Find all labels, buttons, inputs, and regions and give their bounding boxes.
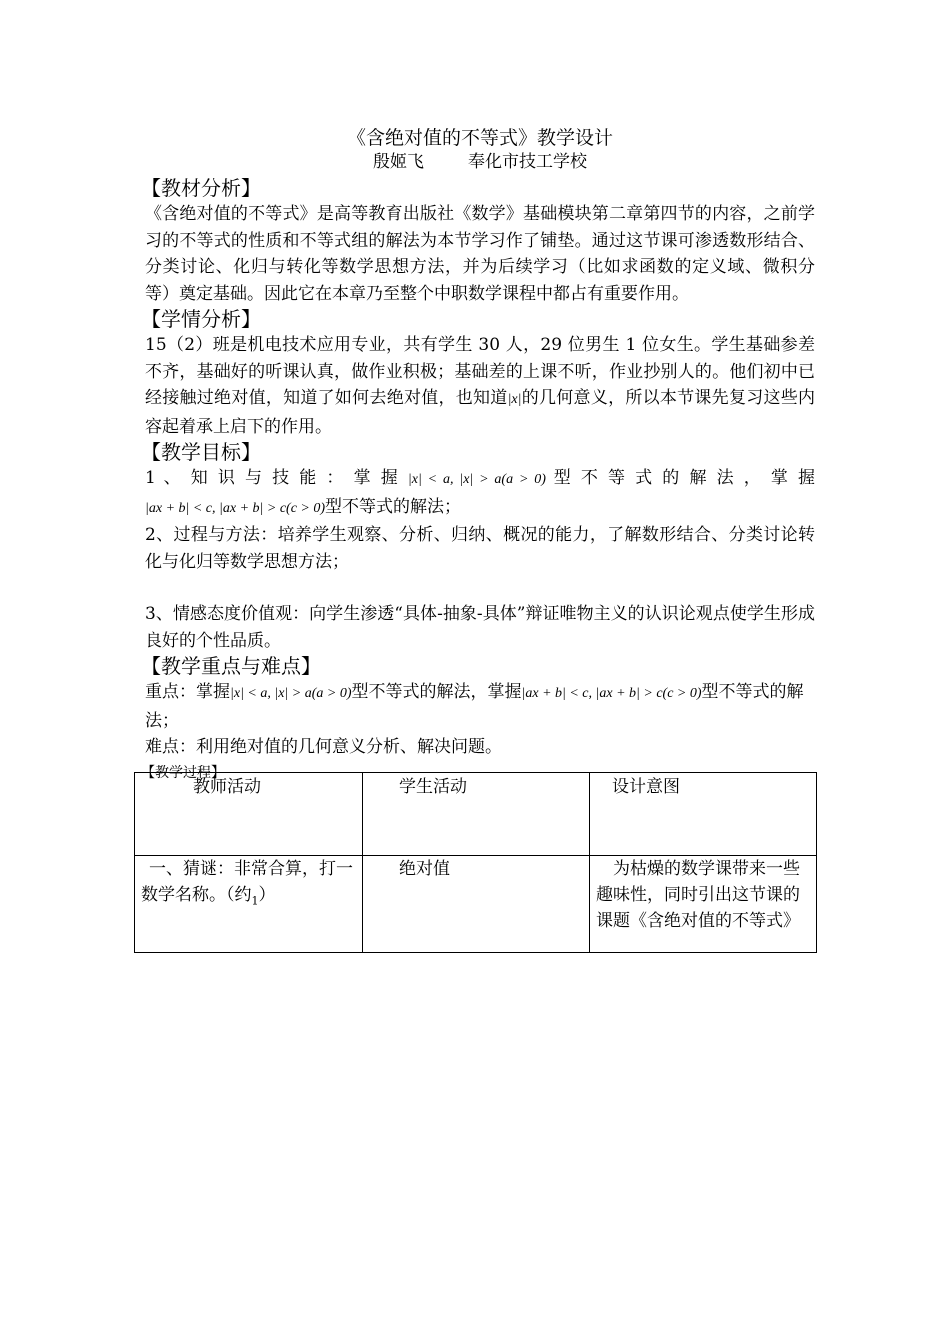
student-text-after: 的几何意义，所以本节课先复习这些内容起着承上启下的作用。 [145, 388, 816, 437]
key-formula-2: |ax + b| < c, |ax + b| > c(c > 0) [521, 686, 702, 701]
section-heading-goals: 【教学目标】 [141, 440, 261, 464]
difficulty-text: 难点：利用绝对值的几何意义分析、解决问题。 [145, 737, 502, 757]
header-cell-teacher: 教师活动 [135, 773, 363, 856]
goal-1-formula-2: |ax + b| < c, |ax + b| > c(c > 0) [145, 500, 326, 516]
document-body [141, 126, 816, 783]
cell-teacher-activity: 一、猜谜：非常合算，打一数学名称。（约$_1$） [135, 856, 363, 953]
key-mid: 型不等式的解法，掌握 [351, 682, 522, 702]
document-title: 《含绝对值的不等式》教学设计 [346, 127, 613, 149]
section-heading-key-points: 【教学重点与难点】 [141, 654, 321, 678]
goal-1-prefix: 1 、 知 识 与 技 能 ： 掌 握 [145, 468, 401, 488]
cell-design-intent: 为枯燥的数学课带来一些趣味性，同时引出这节课的课题《含绝对值的不等式》 [590, 856, 817, 953]
goal-1-formula-1: |x| < a, |x| > a(a > 0) [407, 472, 546, 487]
table-header-row [135, 773, 817, 856]
cell-student-activity: 绝对值 [363, 856, 590, 953]
section-heading-material: 【教材分析】 [141, 176, 261, 200]
key-point-text [145, 679, 815, 734]
section-heading-students: 【学情分析】 [141, 307, 261, 331]
goal-1-line1 [145, 465, 815, 494]
key-suffix: 型不等式的解法； [145, 682, 804, 731]
header-cell-intent: 设计意图 [590, 773, 817, 856]
blank-line [145, 575, 815, 601]
teaching-process-table [134, 772, 817, 953]
student-analysis-text [145, 332, 815, 440]
byline [145, 150, 815, 174]
abs-x-formula: |x| [507, 392, 522, 407]
goal-1-mid: 型 不 等 式 的 解 法 ， 掌 握 [553, 468, 816, 488]
key-prefix: 重点：掌握 [145, 682, 230, 702]
goal-2-text: 2、过程与方法：培养学生观察、分析、归纳、概况的能力，了解数形结合、分类讨论转化与化归等数学思想方法； [145, 525, 815, 572]
student-text-before: 15（2）班是机电技术应用专业，共有学生 30 人，29 位男生 1 位女生。学生基础参差不齐，基础好的听课认真，做作业积极；基础差的上课不听，作业抄别人的。他们初中已经接触过绝对值，知道了如何去绝对值，也知道 [145, 335, 815, 408]
table-row [135, 856, 817, 953]
material-analysis-text: 《含绝对值的不等式》是高等教育出版社《数学》基础模块第二章第四节的内容，之前学习的不等式的性质和不等式组的解法为本节学习作了铺垫。通过这节课可渗透数形结合、分类讨论、化归与转化等数学思想方法，并为后续学习（比如求函数的定义域、微积分等）奠定基础。因此它在本章乃至整个中职数学课程中都占有重要作用。 [145, 204, 815, 304]
goal-1-suffix: 型不等式的解法； [325, 496, 462, 517]
goal-1-line2 [145, 494, 815, 523]
goal-3-text: 3、情感态度价值观：向学生渗透“具体-抽象-具体”辩证唯物主义的认识论观点使学生形成良好的个性品质。 [145, 604, 815, 651]
header-cell-student: 学生活动 [363, 773, 590, 856]
author-name: 殷姬飞 [373, 152, 424, 172]
section-heading-process: 【教学过程】 [141, 764, 225, 781]
school-name: 奉化市技工学校 [468, 152, 587, 172]
key-formula-1: |x| < a, |x| > a(a > 0) [230, 686, 352, 701]
